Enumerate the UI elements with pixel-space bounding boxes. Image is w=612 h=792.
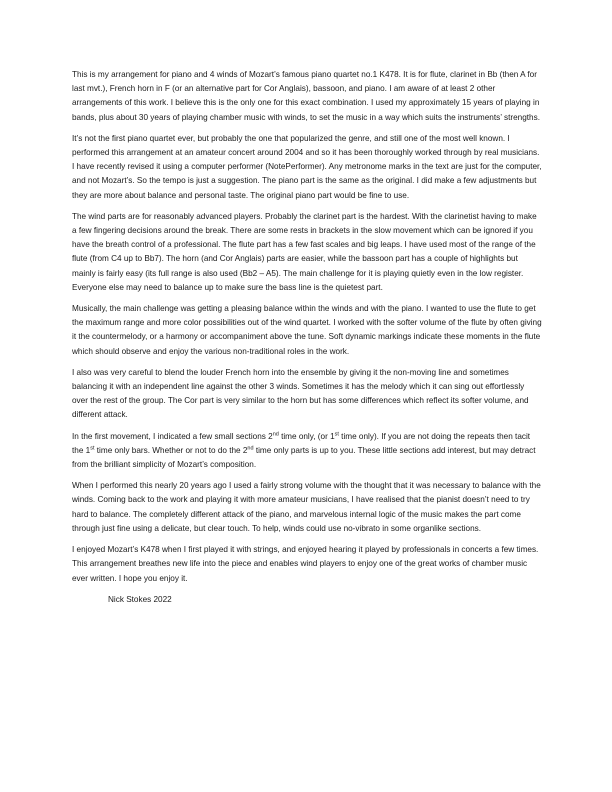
paragraph-first-movement — [72, 430, 542, 473]
text-segment: time only). If you are not doing the repeats then tacit the 1 — [72, 431, 531, 455]
ordinal-superscript: nd — [272, 430, 279, 437]
document-page — [72, 68, 542, 607]
text-segment: time only bars. Whether or not to do the 2 — [94, 445, 248, 455]
paragraph-history: It’s not the first piano quartet ever, but probably the one that popularized the genre, and still one of the most well known. I performed this arrangement at an amateur concert around 2004 and so it has been thoroughly worked through by real musicians. I have recently revised it using a computer performer (NotePerformer). Any metronome marks in the text are just for the computer, and not Mozart’s. So the tempo is just a suggestion. The piano part is the same as the original. I did make a few adjustments but they are more about balance and personal taste. The original piano part would be fine to use. — [72, 133, 542, 200]
paragraph-closing: I enjoyed Mozart’s K478 when I first played it with strings, and enjoyed hearing it played by professionals in concerts a few times. This arrangement breathes new life into the piece and enables wind players to enjoy one of the great works of chamber music ever written. I hope you enjoy it. — [72, 545, 539, 583]
paragraph-piano-volume: When I performed this nearly 20 years ago I used a fairly strong volume with the thought that it was necessary to balance with the winds. Coming back to the work and playing it with more amateur musicians, I have realised that the pianist doesn’t need to try hard to balance. The completely different attack of the piano, and marvelous internal logic of the music makes the part come through just fine using a delicate, but clear touch. To help, winds could use no-vibrato in some organlike sections. — [72, 481, 541, 533]
text-segment: In the first movement, I indicated a few small sections 2 — [72, 431, 273, 441]
text-segment: time only parts is up to you. These little sections add interest, but may detract from the brilliant simplicity of Mozart’s composition. — [72, 445, 536, 470]
paragraph-intro: This is my arrangement for piano and 4 winds of Mozart’s famous piano quartet no.1 K478. It is for flute, clarinet in Bb (then A for last mvt.), French horn in F (or an alternative part for Cor Anglais), bassoon, and piano. I am aware of at least 2 other arrangements of this work. I believe this is the only one for this exact combination. I used my approximately 15 years of playing in bands, plus about 30 years of playing chamber music with winds, to set the music in a way which suits the instruments’ strengths. — [72, 70, 540, 122]
ordinal-superscript: st — [334, 430, 339, 437]
ordinal-superscript: st — [90, 445, 95, 452]
text-segment: time only, (or 1 — [278, 431, 335, 441]
signature: Nick Stokes 2022 — [108, 594, 172, 604]
paragraph-french-horn: I also was very careful to blend the louder French horn into the ensemble by giving it the non-moving line and sometimes balancing it with an independent line against the other 3 winds. Sometimes it has the melody which it can sing out effortlessly over the rest of the group. The Cor part is very similar to the horn but has some differences which reflect its softer volume, and different attack. — [72, 367, 529, 420]
paragraph-balance: Musically, the main challenge was getting a pleasing balance within the winds and with the piano. I wanted to use the flute to get the maximum range and more color possibilities out of the wind quartet. I worked with the softer volume of the flute by often giving it the countermelody, or a harmony or accompaniment above the tune. Soft dynamic markings indicate these moments in the flute which should observe and enjoy the various non-traditional roles in the work. — [72, 304, 542, 356]
ordinal-superscript: nd — [247, 445, 254, 452]
paragraph-wind-parts: The wind parts are for reasonably advanced players. Probably the clarinet part is the hardest. With the clarinetist having to make a few fingering decisions around the break. There are some rests in brackets in the slow movement which can be ignored if you have the breath control of a professional. The flute part has a few fast scales and big leaps. I have used most of the range of the flute (from C4 up to Bb7). The horn (and Cor Anglais) parts are easier, while the bassoon part has a couple of highlights but mainly is fairly easy (its full range is also used (Bb2 – A5). The main challenge for it is playing quietly even in the low register. Everyone else may need to balance up to make sure the bass line is the quietest part. — [72, 211, 537, 292]
